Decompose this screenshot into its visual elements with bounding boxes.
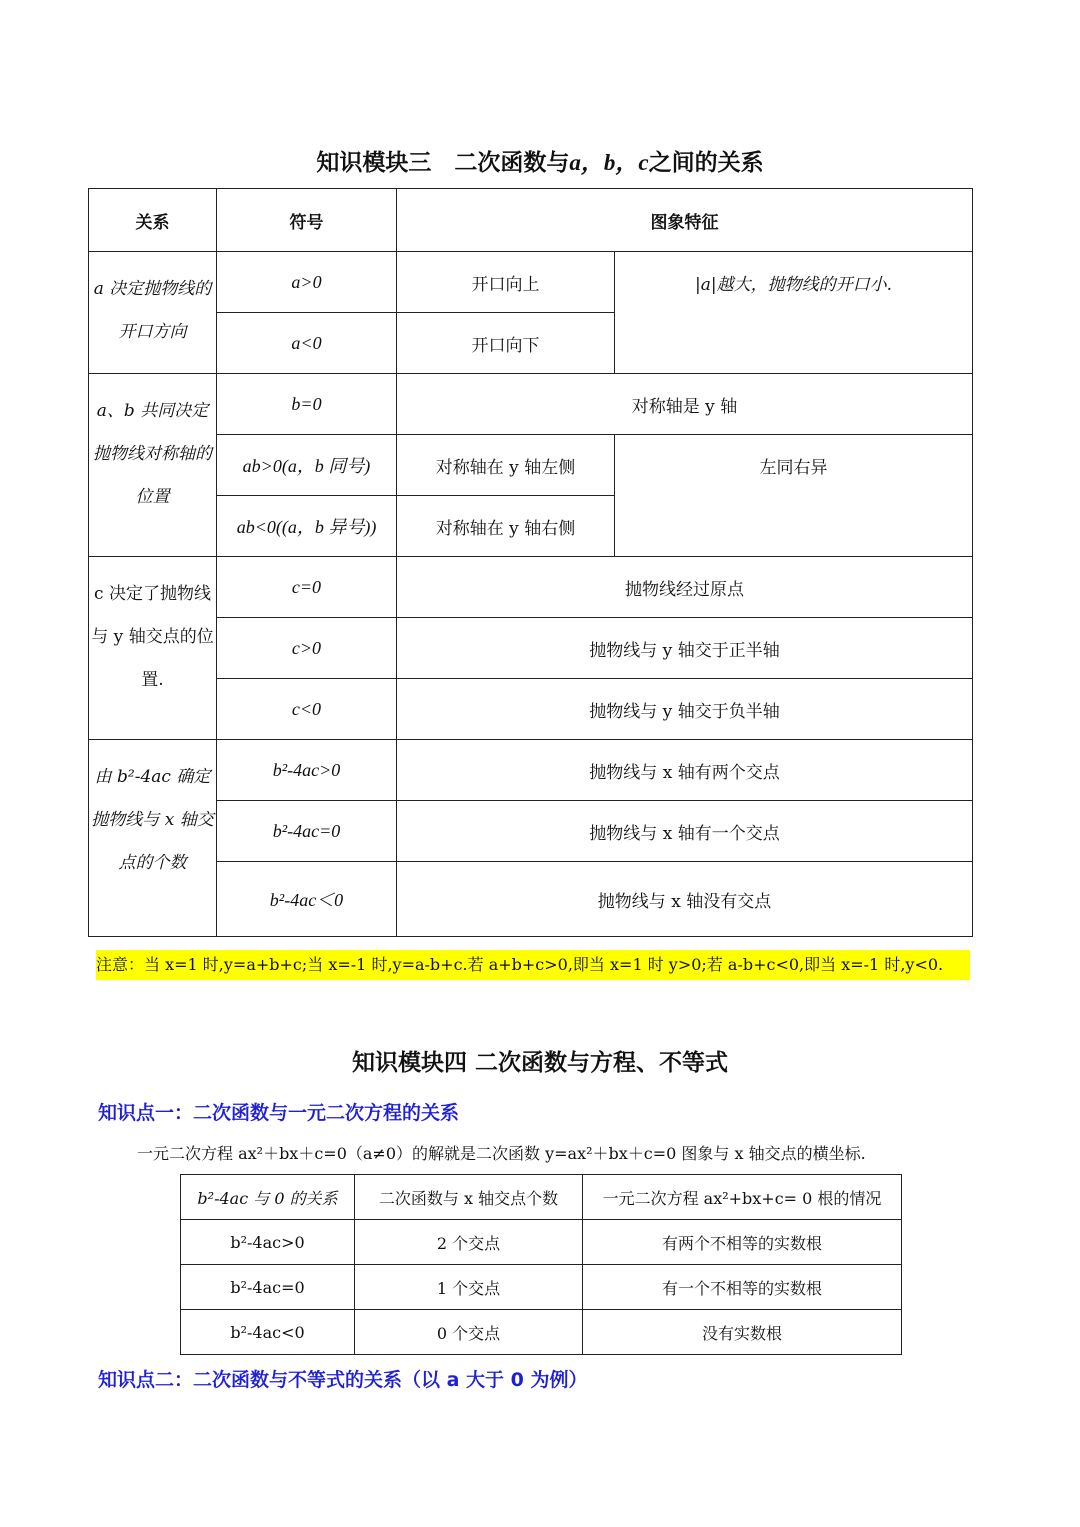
table-row [89,679,973,740]
table-row [89,374,973,435]
feature-cell: 开口向下 [397,313,615,374]
table-row [89,740,973,801]
table-row [89,435,973,496]
knowledge-point-1-title: 知识点一：二次函数与一元二次方程的关系 [98,1102,460,1124]
header-discriminant: b²-4ac 与 0 的关系 [181,1175,355,1220]
abc-relation-table [88,188,973,937]
table-row [181,1265,902,1310]
table-row [89,618,973,679]
discriminant-cell: b²-4ac=0 [181,1265,355,1310]
table-row [89,557,973,618]
relation-c: c 决定了抛物线与 y 轴交点的位置. [89,557,217,740]
knowledge-point-1-text: 一元二次方程 ax²＋bx＋c=0（a≠0）的解就是二次函数 y=ax²＋bx＋c=0 图象与 x 轴交点的横坐标. [137,1144,866,1163]
feature-cell: 对称轴在 y 轴左侧 [397,435,615,496]
roots-cell: 有一个不相等的实数根 [583,1265,902,1310]
symbol-cell: ab<0((a，b 异号)) [217,496,397,557]
symbol-cell: c<0 [217,679,397,740]
intersections-cell: 2 个交点 [355,1220,583,1265]
symbol-cell: b²-4ac＜0 [217,862,397,937]
header-roots: 一元二次方程 ax²+bx+c= 0 根的情况 [583,1175,902,1220]
knowledge-point-2-title: 知识点二：二次函数与不等式的关系（以 a 大于 0 为例） [98,1369,588,1391]
note-ab: 左同右异 [615,435,973,557]
table-row [181,1310,902,1355]
section4-title: 知识模块四 二次函数与方程、不等式 [351,1050,728,1076]
note-a: |a|越大，抛物线的开口小. [615,252,973,374]
header-relation: 关系 [89,189,217,252]
table-row [89,252,973,313]
discriminant-cell: b²-4ac>0 [181,1220,355,1265]
symbol-cell: b²-4ac>0 [217,740,397,801]
feature-cell: 抛物线与 x 轴有两个交点 [397,740,973,801]
feature-cell: 抛物线与 y 轴交于负半轴 [397,679,973,740]
symbol-cell: a<0 [217,313,397,374]
feature-cell: 对称轴在 y 轴右侧 [397,496,615,557]
header-feature: 图象特征 [397,189,973,252]
highlight-note: 注意：当 x=1 时,y=a+b+c;当 x=-1 时,y=a-b+c.若 a+b+c>0,即当 x=1 时 y>0;若 a-b+c<0,即当 x=-1 时,y<0. [96,950,970,980]
header-intersections: 二次函数与 x 轴交点个数 [355,1175,583,1220]
discriminant-cell: b²-4ac<0 [181,1310,355,1355]
symbol-cell: a>0 [217,252,397,313]
intersections-cell: 0 个交点 [355,1310,583,1355]
symbol-cell: c>0 [217,618,397,679]
feature-cell: 对称轴是 y 轴 [397,374,973,435]
table-row [181,1220,902,1265]
table-header-row [89,189,973,252]
table-row [89,862,973,937]
header-symbol: 符号 [217,189,397,252]
intersections-cell: 1 个交点 [355,1265,583,1310]
table-header-row [181,1175,902,1220]
section3-title: 知识模块三 二次函数与a，b，c之间的关系 [316,150,764,176]
relation-ab: a、b 共同决定抛物线对称轴的位置 [89,374,217,557]
symbol-cell: b²-4ac=0 [217,801,397,862]
discriminant-table [180,1174,902,1355]
table-row [89,801,973,862]
feature-cell: 抛物线与 y 轴交于正半轴 [397,618,973,679]
feature-cell: 抛物线与 x 轴有一个交点 [397,801,973,862]
feature-cell: 开口向上 [397,252,615,313]
feature-cell: 抛物线与 x 轴没有交点 [397,862,973,937]
symbol-cell: b=0 [217,374,397,435]
feature-cell: 抛物线经过原点 [397,557,973,618]
roots-cell: 有两个不相等的实数根 [583,1220,902,1265]
symbol-cell: ab>0(a，b 同号) [217,435,397,496]
relation-a: a 决定抛物线的开口方向 [89,252,217,374]
symbol-cell: c=0 [217,557,397,618]
relation-disc: 由 b²-4ac 确定抛物线与 x 轴交点的个数 [89,740,217,937]
roots-cell: 没有实数根 [583,1310,902,1355]
